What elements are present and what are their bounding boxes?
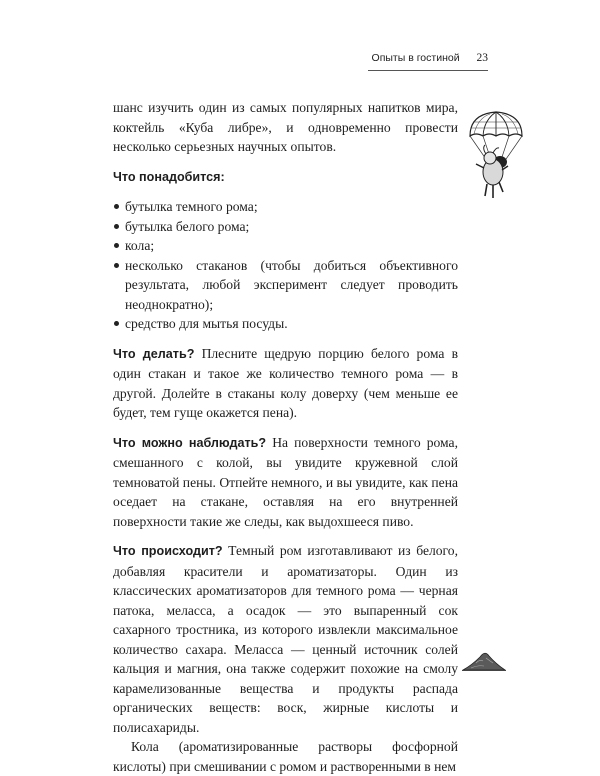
- needs-heading: Что понадобится:: [113, 169, 225, 184]
- todo-paragraph: [113, 344, 458, 423]
- needs-heading-paragraph: [113, 167, 458, 188]
- list-item: бутылка белого рома;: [113, 217, 458, 237]
- needs-list: [113, 197, 458, 334]
- intro-paragraph: шанс изучить один из самых популярных напитков мира, коктейль «Куба либре», и одновременно провести несколько серьезных научных опытов.: [113, 100, 458, 154]
- happens-paragraph: [113, 541, 458, 737]
- cola-paragraph: Кола (ароматизированные растворы фосфорной кислоты) при смешивании с ромом и растворенными в нем: [113, 739, 458, 774]
- todo-heading: Что делать?: [113, 346, 195, 361]
- page-body: [113, 98, 458, 776]
- list-item: кола;: [113, 236, 458, 256]
- list-item: средство для мытья посуды.: [113, 314, 458, 334]
- header-title: Опыты в гостиной: [371, 52, 460, 64]
- parachute-goat-illustration: [466, 110, 526, 205]
- observe-paragraph: [113, 433, 458, 532]
- page-number: 23: [476, 52, 488, 64]
- observe-heading: Что можно наблюдать?: [113, 435, 267, 450]
- todo-text: Плесните щедрую порцию белого рома в один стакан и такое же количество темного рома — в другой. Долейте в стаканы колу доверху (чем меньше ее будет, тем гуще окажется пена).: [113, 345, 458, 420]
- list-item: несколько стаканов (чтобы добиться объективного результата, любой эксперимент следует проводить неоднократно);: [113, 256, 458, 315]
- header-rule: [368, 70, 488, 71]
- hill-illustration: [462, 648, 506, 672]
- list-item: бутылка темного рома;: [113, 197, 458, 217]
- happens-heading: Что происходит?: [113, 544, 223, 558]
- running-header: [372, 52, 488, 64]
- observe-text: На поверхности темного рома, смешанного с колой, вы увидите кружевной слой темноватой пены. Отпейте немного, и вы увидите, как пена оседает на стакане, оставляя на его внутренней поверхности такие же следы, как выдохшееся пиво.: [113, 434, 458, 529]
- happens-text: Темный ром изготавливают из белого, добавляя красители и ароматизаторы. Один из классических ароматизаторов для темного рома — черная патока, меласса, а осадок — это выпаренный сок сахарного тростника, из которого извлекли максимальное количество сахара. Меласса — ценный источник солей кальция и магния, она также содержит похожие на смолу карамелизованные вещества и продукты распада органических веществ: воск, жирные кислоты и полисахариды.: [113, 543, 458, 735]
